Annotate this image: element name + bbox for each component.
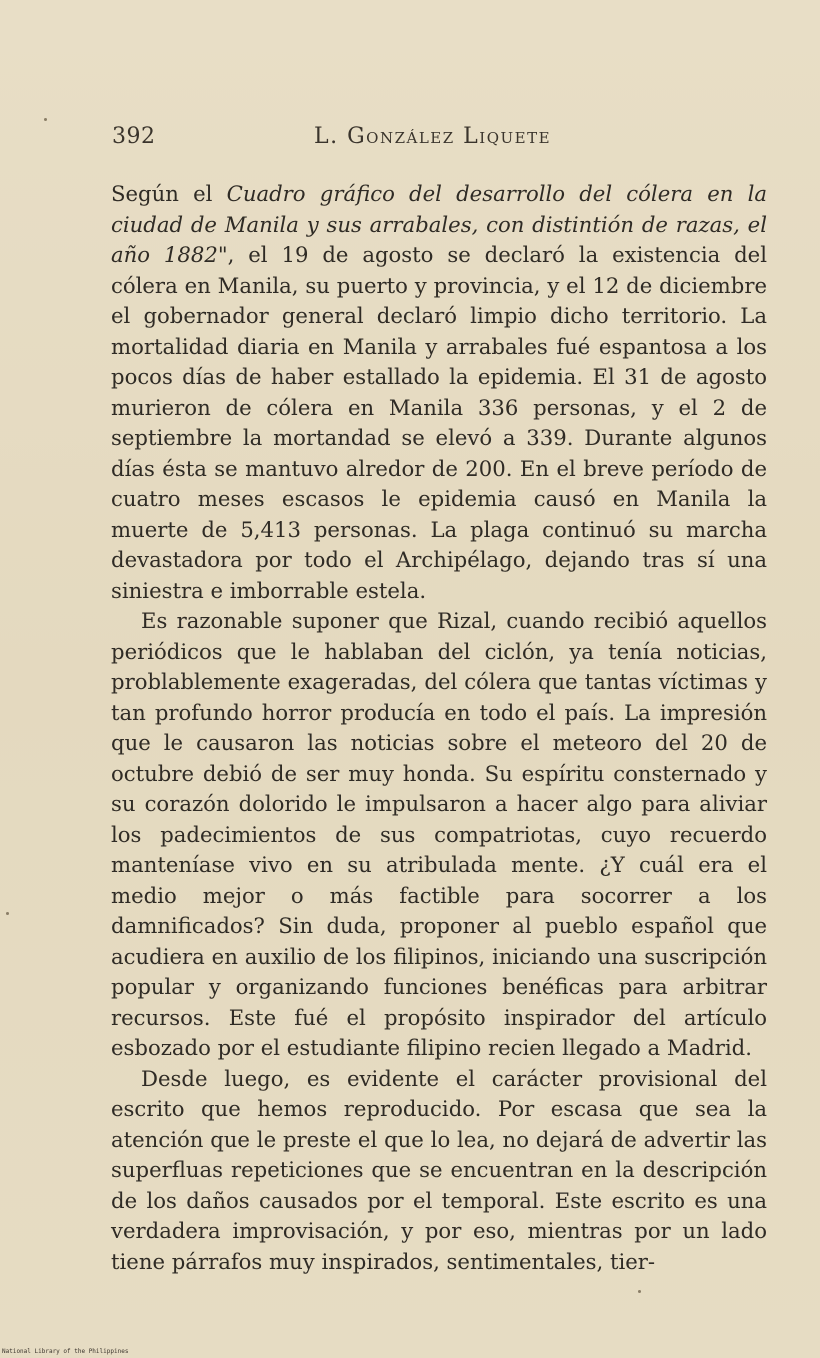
paragraph-1	[111, 179, 767, 606]
body-text	[111, 179, 767, 1277]
paragraph-1-intro: Según el	[111, 181, 227, 206]
library-credit: National Library of the Philippines	[2, 1348, 129, 1355]
paragraph-2: Es razonable suponer que Rizal, cuando recibió aquellos periódicos que le hablaban del ciclón, ya tenía noticias, problablemente exageradas, del cólera que tantas víctimas y tan profundo horror producía en todo el país. La impresión que le causaron las noticias sobre el meteoro del 20 de octubre debió de ser muy honda. Su espíritu consternado y su corazón dolorido le impulsaron a hacer algo para aliviar los padecimientos de sus compatriotas, cuyo recuerdo manteníase vivo en su atribulada mente. ¿Y cuál era el medio mejor o más factible para socorrer a los damnificados? Sin duda, proponer al pueblo español que acudiera en auxilio de los filipinos, iniciando una suscripción popular y organizando funciones benéficas para arbitrar recursos. Este fué el propósito inspirador del artículo esbozado por el estudiante filipino recien llegado a Madrid.	[111, 608, 767, 1060]
paragraph-1-rest: , el 19 de agosto se declaró la existencia del cólera en Manila, su puerto y provincia, y el 12 de diciembre el gobernador general declaró limpio dicho territorio. La mortalidad diaria en Manila y arrabales fué espantosa a los pocos días de haber estallado la epidemia. El 31 de agosto murieron de cólera en Manila 336 personas, y el 2 de septiembre la mortandad se elevó a 339. Durante algunos días ésta se mantuvo alredor de 200. En el breve período de cuatro meses escasos le epidemia causó en Manila la muerte de 5,413 personas. La plaga continuó su marcha devastadora por todo el Archipélago, dejando tras sí una siniestra e imborrable estela.	[111, 242, 768, 603]
running-title: L. González Liquete	[314, 124, 552, 149]
page-number: 392	[112, 124, 156, 149]
paper-speck	[44, 118, 47, 121]
page-header	[112, 124, 766, 154]
paper-speck	[638, 1290, 641, 1293]
paper-speck	[6, 912, 9, 915]
paragraph-3: Desde luego, es evidente el carácter provisional del escrito que hemos reproducido. Por escasa que sea la atención que le preste el que lo lea, no dejará de advertir las superfluas repeticiones que se encuentran en la descripción de los daños causados por el temporal. Este escrito es una verdadera improvisación, y por eso, mientras por un lado tiene párrafos muy inspirados, sentimentales, tier-	[111, 1065, 767, 1274]
paragraph-1-italic-title: Cuadro gráfico del desarrollo del cólera en la ciudad de Manila y sus arrabales, con distintión de razas, el año 1882"	[111, 181, 767, 267]
